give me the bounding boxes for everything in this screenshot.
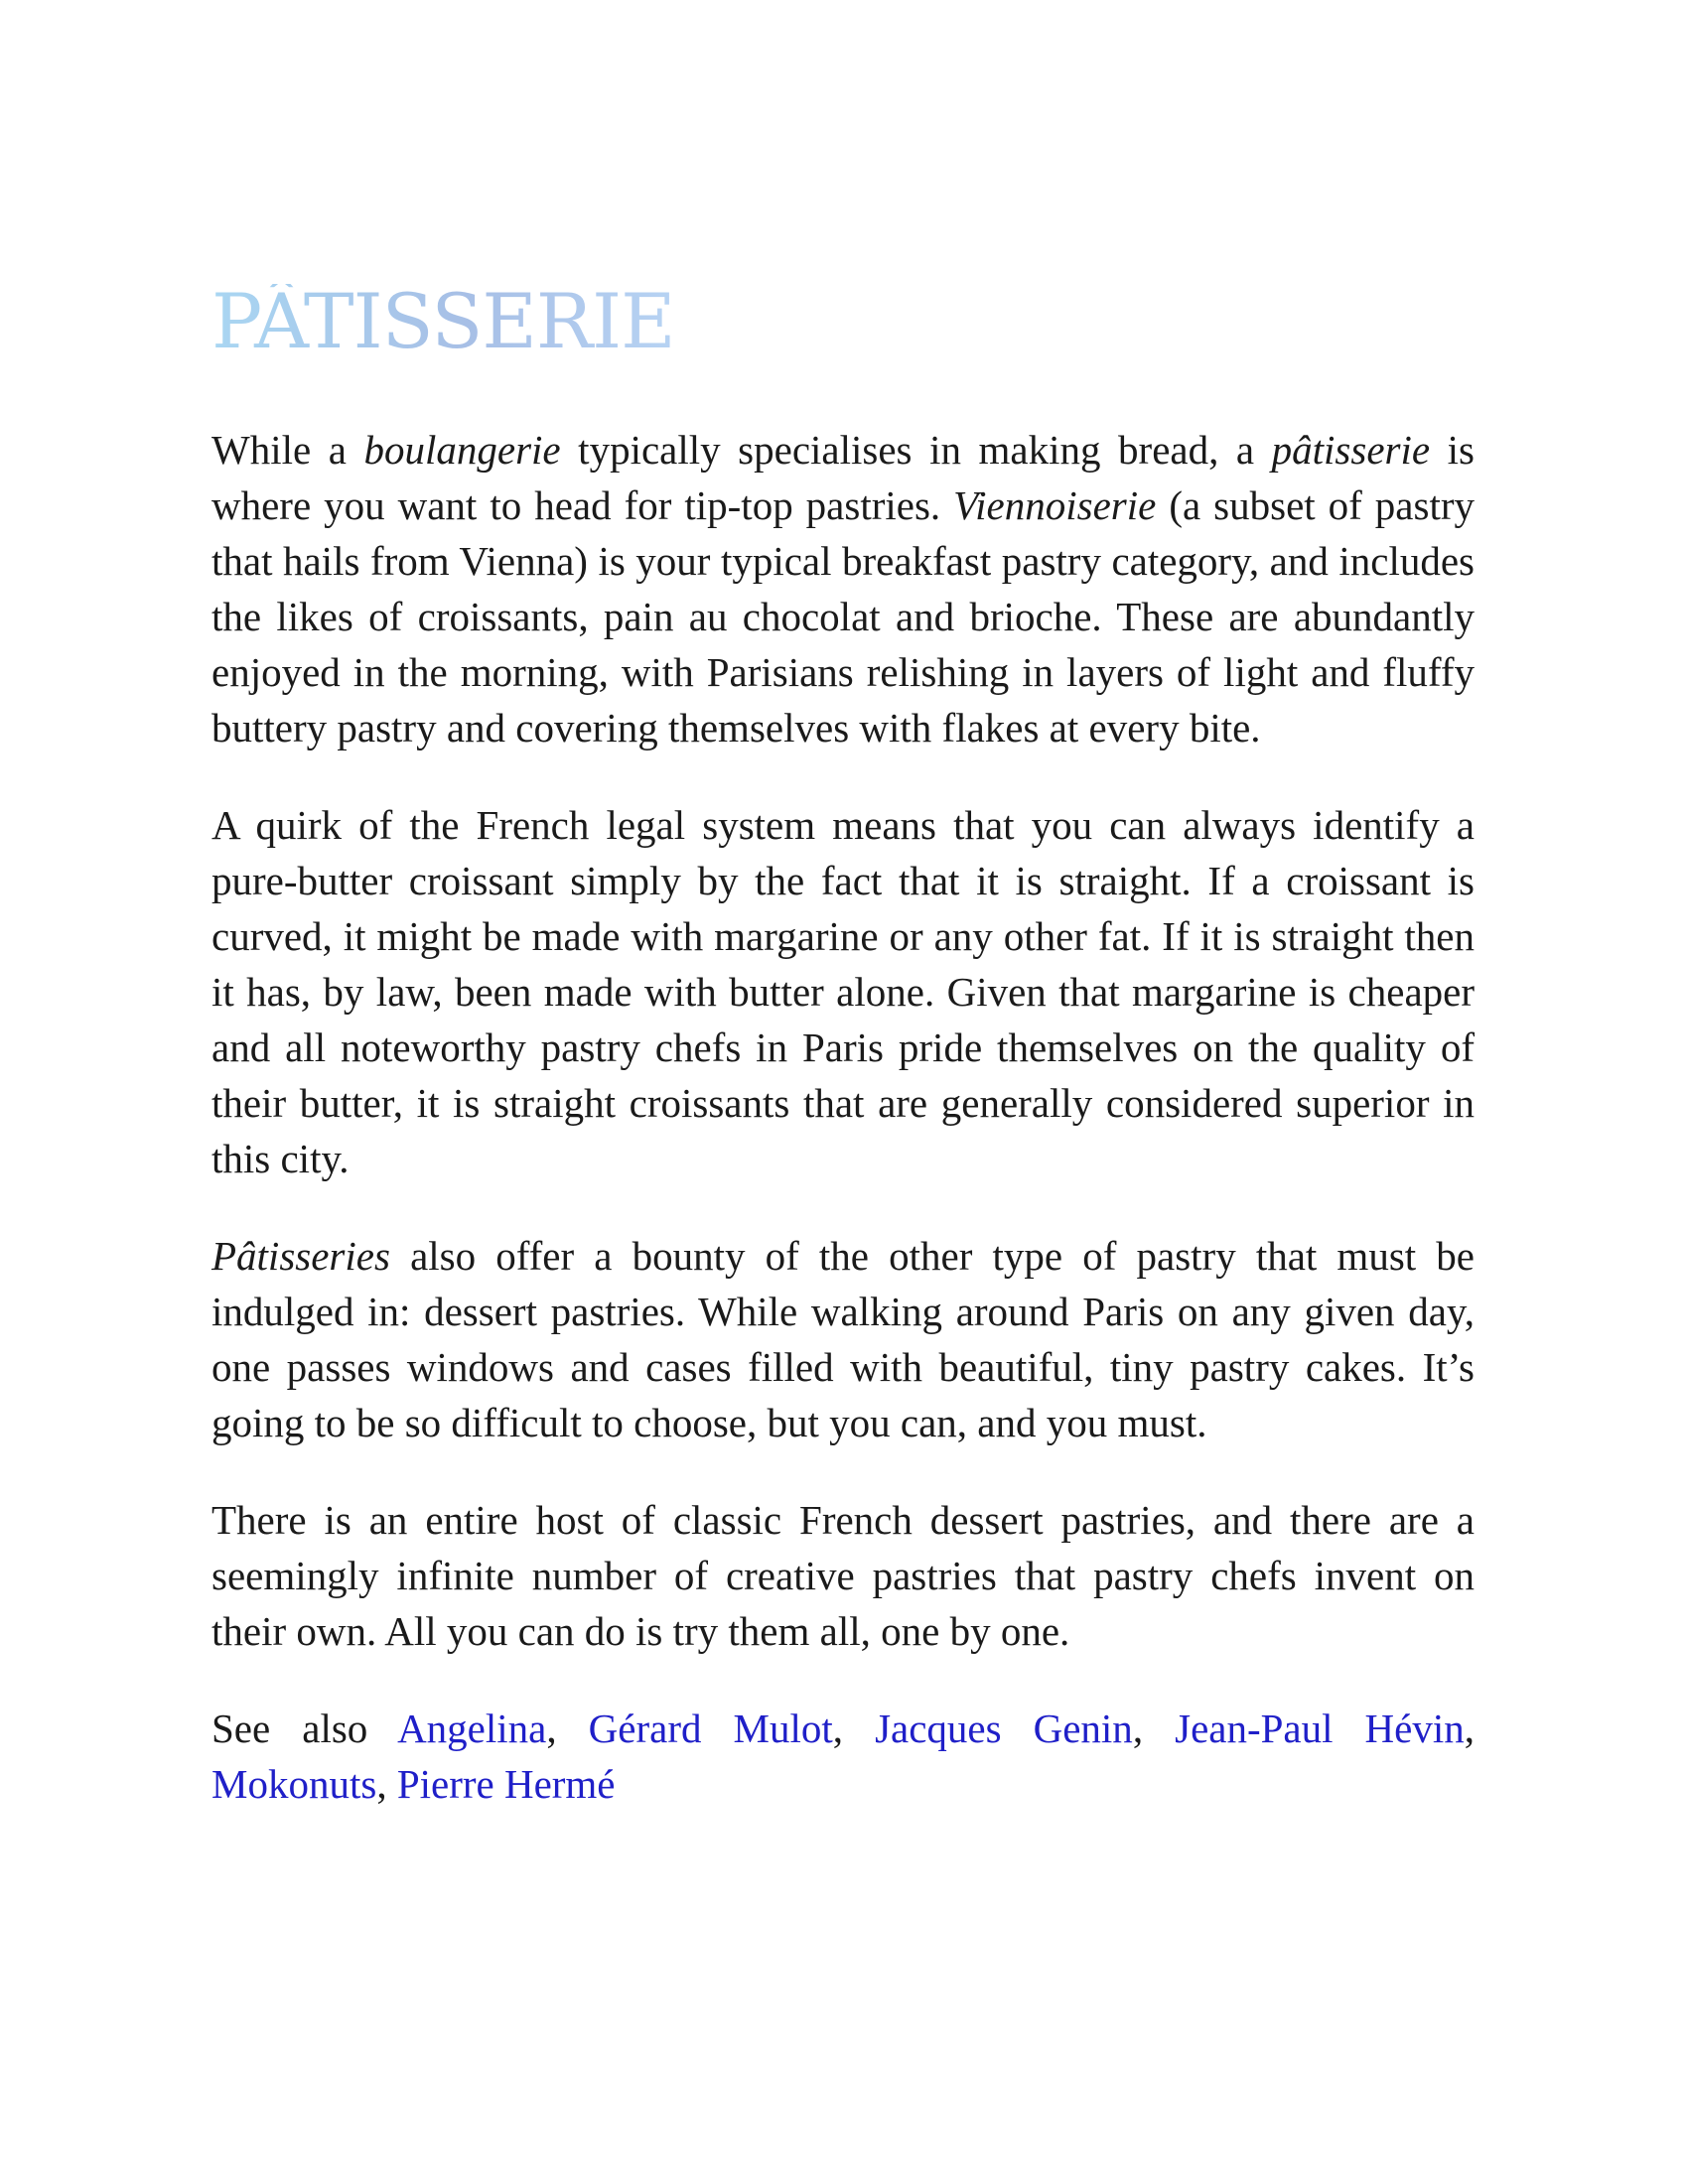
link-angelina[interactable]: Angelina [397, 1706, 547, 1751]
paragraph-text: (a subset of pastry that hails from Vienna) is your typical breakfast pastry category, and includes the likes of croissants, pain au chocolat and brioche. These are abundantly enjoyed in the morning, with Parisians relishing in layers of light and fluffy buttery pastry and covering themselves with flakes at every bite. [211, 482, 1475, 751]
see-also-label: See also [211, 1706, 398, 1751]
paragraph-text: While a [211, 427, 364, 473]
link-jacques-genin[interactable]: Jacques Genin [875, 1706, 1133, 1751]
article-body [211, 422, 1475, 1812]
link-pierre-herme[interactable]: Pierre Hermé [396, 1761, 616, 1807]
italic-term-patisseries: Pâtisseries [211, 1233, 390, 1279]
italic-term-patisserie: pâtisserie [1271, 427, 1431, 473]
paragraph-text: also offer a bounty of the other type of pastry that must be indulged in: dessert pastries. While walking around Paris on any given day, one passes windows and cases filled with beautiful, tiny pastry cakes. It’s going to be so difficult to choose, but you can, and you must. [211, 1233, 1475, 1445]
link-separator: , [1464, 1706, 1475, 1751]
link-separator: , [1132, 1706, 1176, 1751]
see-also-line [211, 1701, 1475, 1812]
link-mokonuts[interactable]: Mokonuts [211, 1761, 377, 1807]
paragraph-croissant-law: A quirk of the French legal system means that you can always identify a pure-butter croissant simply by the fact that it is straight. If a croissant is curved, it might be made with margarine or any other fat. If it is straight then it has, by law, been made with butter alone. Given that margarine is cheaper and all noteworthy pastry chefs in Paris pride themselves on the quality of their butter, it is straight croissants that are generally considered superior in this city. [211, 802, 1475, 1181]
link-separator: , [832, 1706, 876, 1751]
italic-term-boulangerie: boulangerie [363, 427, 561, 473]
link-separator: , [376, 1761, 397, 1807]
paragraph-viennoiserie [211, 422, 1475, 755]
page-title: PÂTISSERIE [211, 277, 675, 365]
paragraph-creative-pastries: There is an entire host of classic French dessert pastries, and there are a seemingly infinite number of creative pastries that pastry chefs invent on their own. All you can do is try them all, one by one. [211, 1497, 1475, 1654]
link-jean-paul-hevin[interactable]: Jean-Paul Hévin [1175, 1706, 1465, 1751]
paragraph-text: is where you want to head for tip-top pastries. [211, 427, 1475, 528]
paragraph-dessert-pastries [211, 1228, 1475, 1450]
link-separator: , [546, 1706, 589, 1751]
paragraph-text: typically specialises in making bread, a [560, 427, 1272, 473]
link-gerard-mulot[interactable]: Gérard Mulot [588, 1706, 833, 1751]
italic-term-viennoiserie: Viennoiserie [953, 482, 1157, 528]
